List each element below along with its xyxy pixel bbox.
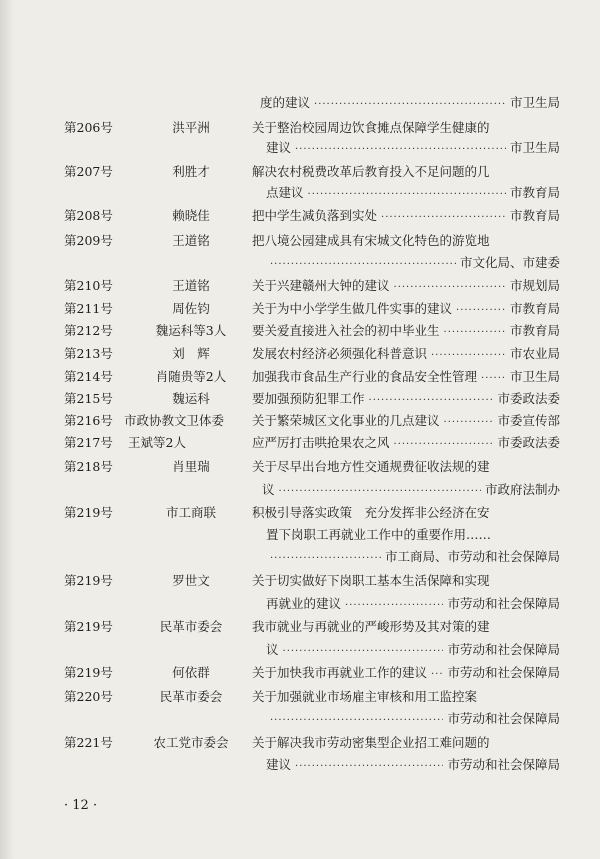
proposer-name: 魏运科: [172, 391, 210, 406]
proposal-number: 第206号: [64, 120, 113, 135]
leader-dots: [431, 347, 506, 363]
department: 市委政法委: [497, 435, 560, 450]
proposal-number: 第207号: [64, 164, 113, 179]
list-item: [0, 572, 600, 590]
list-item: [0, 345, 600, 363]
leader-dots: [345, 597, 443, 613]
proposal-number: 第219号: [64, 619, 113, 634]
proposal-number: 第217号: [64, 435, 113, 450]
leader-dots: [279, 483, 481, 499]
proposal-number: 第219号: [64, 665, 113, 680]
proposal-number: 第212号: [64, 323, 113, 338]
proposal-title-cont: 度的建议: [260, 95, 311, 110]
list-item: [0, 688, 600, 706]
proposer-name: 农工党市委会: [153, 735, 229, 750]
proposer-name: 民革市委会: [159, 619, 223, 634]
proposal-number: 第209号: [64, 233, 113, 248]
leader-dots: [295, 141, 506, 157]
proposer-name: 洪平洲: [172, 120, 210, 135]
list-item: [0, 232, 600, 250]
list-item-continuation: [266, 184, 560, 202]
list-item: [0, 504, 600, 522]
list-item-continuation: [266, 641, 560, 659]
list-item: [0, 618, 600, 636]
proposal-title: 关于整治校园周边饮食摊点保障学生健康的: [252, 120, 490, 135]
list-item-continuation: [266, 595, 560, 613]
proposal-title-cont: 议: [262, 482, 275, 497]
list-item: [0, 277, 600, 295]
proposal-title: 关于解决我市劳动密集型企业招工难问题的: [252, 735, 490, 750]
department: 市文化局、市建委: [459, 255, 560, 270]
list-item: [0, 412, 600, 430]
proposal-number: 第220号: [64, 689, 113, 704]
proposal-title-cont: 再就业的建议: [266, 596, 342, 611]
proposer-name: 民革市委会: [159, 689, 223, 704]
proposal-title-cont: 点建议: [266, 185, 304, 200]
proposal-title: 把八境公园建成具有宋城文化特色的游览地: [252, 233, 490, 248]
proposal-number: 第215号: [64, 391, 113, 406]
list-item: [0, 458, 600, 476]
list-item-continuation: [266, 548, 560, 566]
proposal-number: 第213号: [64, 346, 113, 361]
proposal-title: 要加强预防犯罪工作: [252, 391, 365, 406]
department: 市卫生局: [509, 369, 560, 384]
proposal-title: 要关爱直接进入社会的初中毕业生: [252, 323, 440, 338]
list-item: [0, 322, 600, 340]
department: 市农业局: [509, 346, 560, 361]
list-item-continuation: [266, 526, 560, 544]
proposer-name: 王道铭: [172, 233, 210, 248]
department: 市规划局: [509, 278, 560, 293]
proposal-title: 发展农村经济必须强化科普意识: [252, 346, 428, 361]
leader-dots: [456, 302, 506, 318]
leader-dots: [270, 256, 456, 272]
proposal-number: 第218号: [64, 459, 113, 474]
proposal-number: 第219号: [64, 505, 113, 520]
proposal-number: 第221号: [64, 735, 113, 750]
proposal-title: 积极引导落实政策 充分发挥非公经济在安: [252, 505, 490, 520]
proposal-number: 第208号: [64, 208, 113, 223]
proposal-number: 第214号: [64, 369, 113, 384]
proposer-name: 罗世文: [172, 573, 210, 588]
leader-dots: [481, 370, 506, 386]
proposal-title: 关于加快我市再就业工作的建议: [252, 665, 428, 680]
proposal-title-cont: 建议: [266, 140, 292, 155]
department: 市劳动和社会保障局: [447, 665, 560, 680]
department: 市劳动和社会保障局: [447, 711, 560, 726]
list-item-continuation: [260, 94, 560, 112]
department: 市劳动和社会保障局: [447, 596, 560, 611]
proposer-name: 周佐钧: [172, 301, 210, 316]
list-item-continuation: [262, 481, 560, 499]
department: 市教育局: [509, 208, 560, 223]
leader-dots: [283, 643, 444, 659]
list-item: [0, 434, 600, 452]
leader-dots: [381, 209, 506, 225]
department: 市工商局、市劳动和社会保障局: [384, 549, 560, 564]
list-item-continuation: [266, 139, 560, 157]
department: 市委宣传部: [497, 413, 560, 428]
proposer-name: 市工商联: [165, 505, 216, 520]
leader-dots: [308, 186, 506, 202]
proposal-title: 关于切实做好下岗职工基本生活保障和实现: [252, 573, 490, 588]
leader-dots: [394, 436, 494, 452]
leader-dots: [295, 758, 443, 774]
proposal-title: 关于加强就业市场雇主审核和用工监控案: [252, 689, 478, 704]
proposal-title: 关于为中小学学生做几件实事的建议: [252, 301, 453, 316]
proposer-name: 赖晓佳: [172, 208, 210, 223]
proposer-name: 肖里瑞: [172, 459, 210, 474]
proposer-name: 王斌等2人: [128, 435, 186, 450]
list-item: [0, 664, 600, 682]
proposer-name: 魏运科等3人: [155, 323, 227, 338]
proposal-title-cont: 置下岗职工再就业工作中的重要作用……: [266, 527, 492, 542]
department: 市教育局: [509, 185, 560, 200]
leader-dots: [270, 550, 381, 566]
leader-dots: [431, 666, 443, 682]
proposal-number: 第219号: [64, 573, 113, 588]
list-item: [0, 734, 600, 752]
department: 市教育局: [509, 301, 560, 316]
list-item: [0, 207, 600, 225]
proposal-title: 把中学生减负落到实处: [252, 208, 378, 223]
department: 市劳动和社会保障局: [447, 757, 560, 772]
department: 市卫生局: [509, 140, 560, 155]
leader-dots: [270, 712, 443, 728]
proposal-title: 加强我市食品生产行业的食品安全性管理: [252, 369, 478, 384]
department: 市教育局: [509, 323, 560, 338]
proposer-name: 何依群: [172, 665, 210, 680]
proposal-title: 关于尽早出台地方性交通规费征收法规的建: [252, 459, 490, 474]
proposer-name: 市政协教文卫体委: [124, 413, 225, 428]
proposal-title: 解决农村税费改革后教育投入不足问题的几: [252, 164, 490, 179]
proposal-title: 关于繁荣城区文化事业的几点建议: [252, 413, 440, 428]
page-number: · 12 ·: [64, 798, 98, 813]
proposal-number: 第216号: [64, 413, 113, 428]
department: 市政府法制办: [484, 482, 560, 497]
leader-dots: [369, 392, 494, 408]
list-item: [0, 163, 600, 181]
list-item: [0, 300, 600, 318]
proposal-title: 应严厉打击哄抢果农之风: [252, 435, 390, 450]
proposal-title: 我市就业与再就业的严峻形势及其对策的建: [252, 619, 490, 634]
proposer-name: 利胜才: [172, 164, 210, 179]
department: 市劳动和社会保障局: [447, 642, 560, 657]
proposal-title-cont: 建议: [266, 757, 292, 772]
proposer-name: 王道铭: [172, 278, 210, 293]
list-item: [0, 390, 600, 408]
list-item: [0, 368, 600, 386]
leader-dots: [314, 96, 506, 112]
list-item-continuation: [266, 254, 560, 272]
list-item-continuation: [266, 710, 560, 728]
list-item: [0, 119, 600, 137]
leader-dots: [444, 324, 506, 340]
proposal-number: 第210号: [64, 278, 113, 293]
proposal-title-cont: 议: [266, 642, 279, 657]
leader-dots: [394, 279, 506, 295]
proposer-name: 肖随贵等2人: [155, 369, 227, 384]
proposal-title: 关于兴建赣州大钟的建议: [252, 278, 390, 293]
department: 市卫生局: [509, 95, 560, 110]
list-item-continuation: [266, 756, 560, 774]
proposer-name: 刘 辉: [172, 346, 210, 361]
leader-dots: [444, 414, 494, 430]
department: 市委政法委: [497, 391, 560, 406]
proposal-number: 第211号: [64, 301, 113, 316]
